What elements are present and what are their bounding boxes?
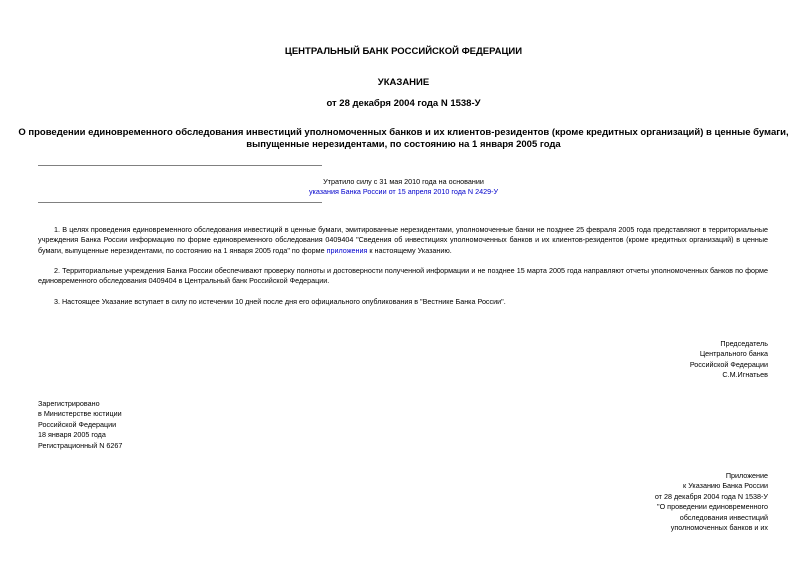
appendix-line-4: "О проведении единовременного [657,502,768,512]
paragraph-2 [38,266,768,287]
paragraph-2-text: 2. Территориальные учреждения Банка России обеспечивают проверку полноты и достоверности полученной информации и не позднее 15 марта 2005 года направляют отчеты уполномоченных банков по форме единовременного обследования 0409404 в Центральный банк Российской Федерации. [38,266,768,286]
appendix-line-5: обследования инвестиций [679,512,768,522]
signature-block [548,339,768,381]
doc-title [0,127,807,151]
signature-line-3: Российской Федерации [689,359,768,369]
appendix-line-1: Приложение [725,471,768,480]
signature-line-2: Центрального банка [699,349,768,359]
registration-block [38,399,258,451]
registration-line-1: Зарегистрировано [38,399,100,408]
registration-line-3: Российской Федерации [38,419,117,429]
paragraph-1-text: 1. В целях проведения единовременного обследования инвестиций в ценные бумаги, эмитированные нерезидентами, уполномоченные банки не позднее 25 февраля 2005 года представляют в территориальные учреждения Банка России информацию по форме единовременного обследования 0409404 "Сведения об инвестициях уполномоченных банков и их клиентов-резидентов (кроме кредитных организаций) в ценные бумаги, выпущенные нерезидентами, по состоянию на 1 января 2005 года" по форме [38,225,768,255]
revoked-notice [0,177,807,198]
org-heading: ЦЕНТРАЛЬНЫЙ БАНК РОССИЙСКОЙ ФЕДЕРАЦИИ [284,46,523,57]
doc-title-line-2: выпущенные нерезидентами, по состоянию на 1 января 2005 года [246,139,561,150]
appendix-line-2: к Указанию Банка России [683,481,768,491]
doc-date-heading: от 28 декабря 2004 года N 1538-У [326,98,481,109]
doc-type-heading: УКАЗАНИЕ [377,77,430,88]
signature-line-1: Председатель [720,339,768,348]
appendix-link[interactable]: приложения [326,245,368,255]
registration-line-5: Регистрационный N 6267 [38,440,123,450]
revoked-link[interactable]: указания Банка России от 15 апреля 2010 года N 2429-У [308,187,499,197]
signature-line-4: С.М.Игнатьев [722,370,768,380]
divider-top [38,165,322,166]
appendix-line-3: от 28 декабря 2004 года N 1538-У [654,491,768,501]
paragraph-3-text: 3. Настоящее Указание вступает в силу по истечении 10 дней после дня его официального опубликования в "Вестнике Банка России". [54,297,506,306]
revoked-text: Утратило силу с 31 мая 2010 года на основании [323,177,484,186]
paragraph-1-tail: к настоящему Указанию. [369,245,452,255]
divider-bottom [38,202,322,203]
paragraph-3 [38,297,768,307]
registration-line-4: 18 января 2005 года [38,430,106,440]
registration-line-2: в Министерстве юстиции [38,409,122,419]
appendix-line-6: уполномоченных банков и их [670,523,768,533]
paragraph-1 [38,225,768,256]
doc-title-line-1: О проведении единовременного обследования инвестиций уполномоченных банков и их клиентов-резидентов (кроме кредитных организаций) в ценные бумаги, [18,127,789,138]
appendix-block [548,471,768,533]
